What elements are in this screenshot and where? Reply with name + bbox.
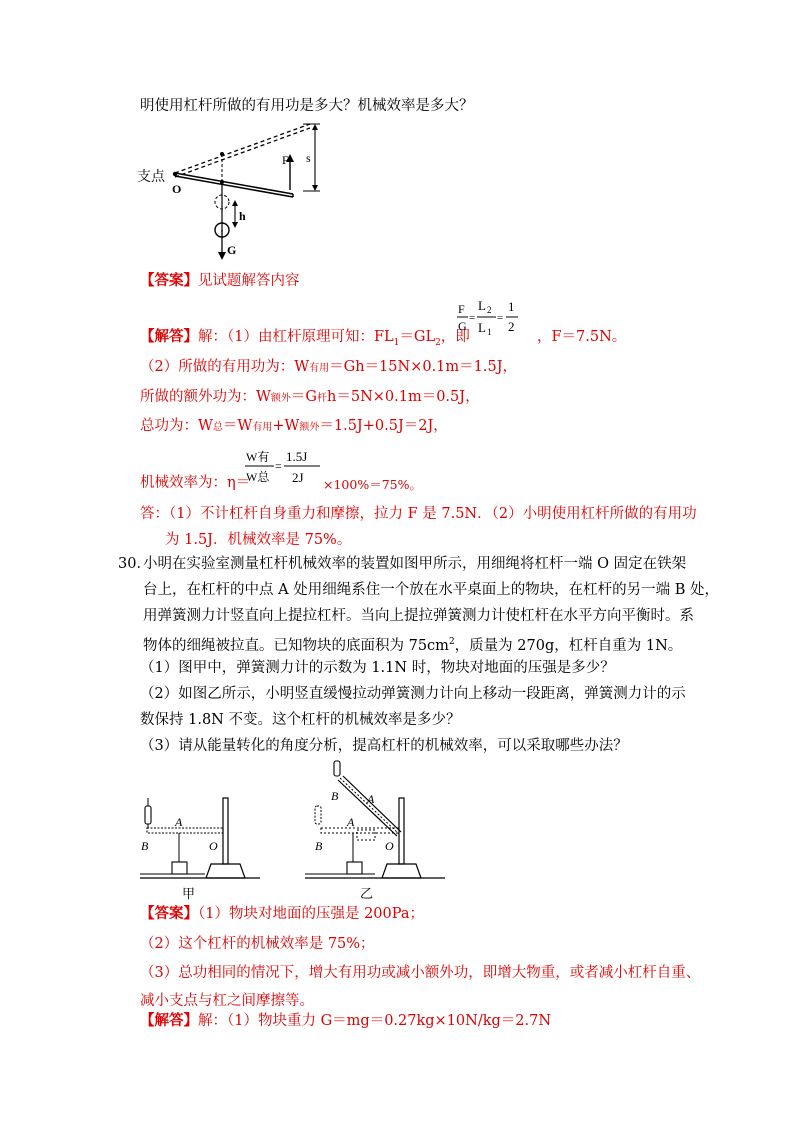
answer-30-3a: （3）总功相同的情况下，增大有用功或减小额外功，即增大物重，或者减小杠杆自重、 (140, 965, 701, 981)
solution-tag: 【解答】 (140, 328, 198, 345)
sol3-sub2: 杆 (317, 393, 327, 404)
sol3-mid: ＝G (290, 389, 317, 405)
answer-30-2: （2）这个杠杆的机械效率是 75%； (140, 936, 375, 952)
q30-part-2a: （2）如图乙所示，小明竖直缓慢拉动弹簧测力计向上移动一段距离，弹簧测力计的示 (140, 686, 686, 702)
pivot-label: 支点 (137, 170, 165, 185)
s-label: s (306, 151, 311, 165)
answer-30-1: （1）物块对地面的压强是 200Pa； (198, 906, 425, 922)
svg-text:B: B (315, 839, 323, 853)
q30-line-4b: ，质量为 270g，杠杆自重为 1N。 (454, 637, 683, 654)
sol1-tail: ，F＝7.5N。 (537, 329, 627, 345)
figure-label-jia: 甲 (182, 886, 196, 901)
sol1-part-a: 解：（1）由杠杆原理可知：FL (198, 329, 394, 345)
sol4-mid2: +W (272, 418, 300, 434)
lever-diagram-29 (135, 118, 355, 268)
q30-number: 30． (118, 556, 151, 572)
sol3-tail: h＝5N×0.1m＝0.5J， (327, 389, 480, 405)
sol1-part-c: ，即 (440, 329, 470, 345)
solution-line-2 (140, 357, 517, 379)
svg-text:A: A (347, 815, 355, 829)
sol5-tail: ×100%＝75%。 (323, 477, 422, 492)
g-label: G (227, 243, 237, 257)
sol3-sub: 额外 (270, 393, 291, 404)
figure-label-yi: 乙 (360, 886, 374, 901)
solution-line-1: 【解答】解：（1）由杠杆原理可知：$FL_1=GL_2$，即 (140, 328, 470, 348)
sol1-part-b: ＝GL (399, 329, 436, 345)
q30-part-3: （3）请从能量转化的角度分析，提高杠杆的机械效率，可以采取哪些办法？ (140, 738, 628, 754)
lever-diagrams-30 (135, 758, 475, 903)
svg-text:2J: 2J (292, 470, 304, 485)
final-answer-line-2: 为 1.5J．机械效率是 75%。 (165, 532, 352, 548)
svg-text:1: 1 (508, 299, 515, 314)
svg-text:A: A (367, 792, 375, 806)
sol2-sub: 有用 (309, 363, 330, 374)
svg-text:=: = (497, 312, 504, 324)
efficiency-formula (244, 444, 322, 490)
f-label: F (282, 153, 289, 167)
solution-line-30 (140, 1011, 551, 1031)
svg-text:=: = (275, 459, 282, 473)
svg-text:1.5J: 1.5J (286, 449, 308, 464)
solution-line-4 (140, 416, 448, 438)
svg-text:O: O (385, 839, 394, 853)
svg-text:B: B (331, 789, 339, 803)
solution-tag-30: 【解答】 (140, 1012, 198, 1029)
sol4-mid: ＝W (222, 418, 253, 434)
svg-text:L: L (478, 320, 486, 335)
svg-text:F: F (458, 302, 465, 316)
ratio-formula (456, 296, 536, 342)
svg-text:G: G (458, 319, 467, 333)
q30-line-3: 用弹簧测力计竖直向上提拉杠杆。当向上提拉弹簧测力计使杠杆在水平方向平衡时。系 (143, 608, 694, 624)
svg-text:W有: W有 (246, 450, 270, 464)
svg-text:W总: W总 (246, 470, 270, 484)
svg-text:B: B (141, 839, 149, 853)
final-answer-line-1: 答：（1）不计杠杆自身重力和摩擦，拉力 F 是 7.5N．（2）小明使用杠杆所做的有用功 (140, 506, 697, 522)
svg-text:2: 2 (508, 319, 515, 334)
answer-tag: 【答案】 (140, 272, 198, 289)
h-label: h (239, 209, 246, 223)
q30-sup: 2 (448, 637, 455, 647)
sol2-tail: ＝Gh＝15N×0.1m＝1.5J， (329, 359, 518, 375)
q30-line-1: 小明在实验室测量杠杆机械效率的装置如图甲所示，用细绳将杠杆一端 O 固定在铁架 (143, 556, 687, 572)
svg-text:L: L (478, 298, 486, 313)
q30-line-4 (143, 632, 682, 656)
sol4-text: 总功为：W (140, 418, 213, 434)
q29-intro-line: 明使用杠杆所做的有用功是多大？机械效率是多大？ (140, 98, 474, 114)
svg-text:O: O (209, 839, 218, 853)
answer-line-30 (140, 904, 424, 924)
answer-line-29 (140, 271, 300, 291)
sol4-sub3: 额外 (299, 422, 320, 433)
q30-part-2b: 数保持 1.8N 不变。这个杠杆的机械效率是多少？ (140, 712, 461, 728)
sol2-text: （2）所做的有用功为：W (140, 359, 310, 375)
q30-line-2: 台上，在杠杆的中点 A 处用细绳系住一个放在水平桌面上的物块，在杠杆的另一端 B 处， (143, 582, 720, 598)
sol4-sub2: 有用 (252, 422, 273, 433)
svg-text:1: 1 (487, 327, 492, 337)
q30-part-1: （1）图甲中，弹簧测力计的示数为 1.1N 时，物块对地面的压强是多少？ (140, 660, 615, 676)
answer-30-3b: 减小支点与杠之间摩擦等。 (140, 993, 314, 1009)
o-label: O (172, 182, 182, 196)
answer-text: 见试题解答内容 (198, 273, 300, 289)
sol4-tail: ＝1.5J+0.5J＝2J， (319, 418, 448, 434)
svg-text:2: 2 (487, 305, 492, 315)
svg-text:=: = (469, 312, 476, 324)
solution-line-3 (140, 387, 480, 409)
sol3-text: 所做的额外功为：W (140, 389, 271, 405)
answer-tag-30: 【答案】 (140, 905, 198, 922)
q30-line-4a: 物体的细绳被拉直。已知物块的底面积为 75cm (143, 637, 449, 654)
solution-line-5: 机械效率为：η＝ (140, 475, 251, 491)
svg-text:A: A (175, 815, 183, 829)
sol4-sub: 总 (212, 422, 223, 433)
solution-30-1: 解：（1）物块重力 G＝mg＝0.27kg×10N/kg＝2.7N (198, 1013, 552, 1029)
